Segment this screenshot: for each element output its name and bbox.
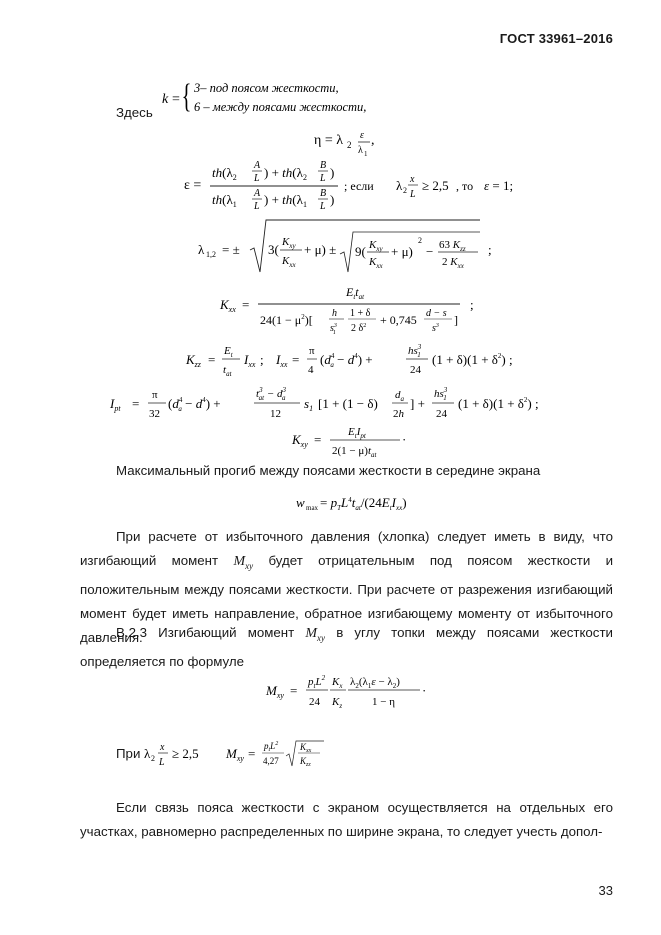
- svg-text:x: x: [410, 174, 415, 185]
- k-case-2: 6 – между поясами жесткости,: [194, 100, 367, 114]
- svg-text:Kz: $K_z$: [332, 696, 343, 710]
- page-number: 33: [598, 883, 613, 898]
- p3-part-b: в углу топки между поясами жесткости определяется по формуле: [80, 625, 613, 669]
- svg-text:[1 + (1 − δ): [1 + (1 − δ): [318, 396, 378, 411]
- svg-text:(1 + δ)(1 + δ2) ;: $(1 + \delta)(1 + \delta^2)$ ;: [432, 352, 513, 367]
- svg-text:≥ 2,5: ≥ 2,5: [172, 746, 199, 761]
- svg-text:1 + δ: 1 + δ: [350, 308, 371, 319]
- kzz-ixx-formula: [186, 340, 516, 384]
- kxx-formula: [220, 281, 480, 335]
- svg-text:{: {: [181, 77, 192, 116]
- svg-text:Kzz: $K_{zz}$: [300, 756, 311, 768]
- svg-text:λ: λ: [396, 178, 403, 193]
- svg-text:= ±: = ±: [222, 242, 240, 257]
- svg-text:λ: λ: [358, 145, 363, 156]
- when-label: При: [116, 746, 141, 761]
- svg-text:+ μ) ±: + μ) ±: [304, 242, 337, 257]
- moment-mxy-symbol-2: $M_{xy}$: [305, 626, 326, 643]
- svg-text:Ixx: $I_{xx}$: [244, 352, 256, 369]
- svg-text:2 δ2: 2 $\delta^2$: [351, 323, 367, 334]
- svg-text:·: ·: [402, 432, 407, 447]
- svg-text:s1: $s_1$: [304, 396, 314, 413]
- svg-text:π: π: [152, 389, 158, 401]
- kxy-formula: [292, 422, 422, 462]
- svg-text:) + th(λ2: ) + $th(\lambda_2$: [264, 165, 307, 182]
- svg-text:L: L: [254, 201, 260, 212]
- svg-text:s31: $s^3$ 1: [330, 323, 337, 336]
- svg-text:] +: ] +: [410, 396, 425, 411]
- svg-text:Kzz: $K_{zz}$: [186, 352, 201, 369]
- svg-text:B: B: [320, 188, 327, 199]
- svg-text:;: ;: [470, 297, 474, 312]
- svg-text:ε =: ε =: [184, 178, 202, 193]
- svg-text:=: =: [314, 432, 322, 447]
- svg-text:2: 2: [347, 140, 352, 150]
- svg-text:2h: 2h: [393, 408, 404, 420]
- svg-text:4,27: 4,27: [263, 756, 279, 766]
- svg-text:1 − η: 1 − η: [372, 696, 395, 708]
- svg-text:hs31: $hs^3$ 1: [434, 386, 448, 402]
- svg-text:2: 2: [151, 754, 155, 763]
- svg-text:k: k: [162, 92, 169, 107]
- p3-part-a: В.2.3 Изгибающий момент: [116, 625, 295, 640]
- svg-text:1: 1: [364, 150, 368, 158]
- svg-text:s3: $s^3$: [432, 323, 439, 334]
- svg-text:tat: $t_{at}$: [223, 364, 232, 378]
- svg-text:=: =: [292, 352, 300, 367]
- svg-text:=: =: [172, 92, 180, 107]
- svg-text:−: −: [426, 244, 434, 259]
- svg-text:Kxy: $K_{xy}$: [292, 432, 308, 449]
- svg-text:63 Kzz: 63 $K_{zz}$: [439, 239, 466, 253]
- svg-text:L: L: [159, 757, 165, 768]
- svg-text:λ2(λ1ε − λ2): $\lambda_2(\lambda_1\varepsilon - \lambda_2)$: [350, 676, 400, 690]
- svg-text:24: 24: [309, 696, 320, 708]
- eps-then-text: , то: [456, 179, 474, 193]
- svg-text:w: w: [296, 495, 305, 510]
- svg-text:ε = 1;: ε = 1;: [484, 178, 514, 193]
- svg-text:ptL2: $p_tL^2$: [264, 741, 279, 753]
- standard-header: ГОСТ 33961–2016: [499, 31, 613, 46]
- svg-text:24(1 − μ2)[: $24(1 - \mu^2)$[: [260, 313, 313, 327]
- wmax-formula: [296, 490, 436, 516]
- here-label: Здесь: [116, 105, 153, 120]
- svg-text:EtIpt: $E_tI_{pt}$: [348, 426, 366, 440]
- svg-text:ε: ε: [360, 130, 364, 141]
- svg-text:h: h: [332, 308, 337, 319]
- svg-text:Ettat: $E_tt_{at}$: [346, 285, 365, 301]
- moment-mxy-symbol: $M_{xy}$: [233, 554, 254, 571]
- mxy-formula: [266, 672, 436, 712]
- svg-text:A: A: [254, 160, 261, 171]
- svg-text:): ): [330, 165, 335, 180]
- svg-text:Kx: $K_x$: [332, 676, 343, 690]
- svg-text:·: ·: [422, 683, 427, 698]
- svg-text:≥ 2,5: ≥ 2,5: [422, 178, 449, 193]
- svg-text:L: L: [320, 201, 326, 212]
- svg-text:=: =: [290, 683, 298, 698]
- svg-text:,: ,: [371, 133, 375, 148]
- paragraph-max-deflection: Максимальный прогиб между поясами жесткости в середине экрана: [116, 463, 541, 478]
- svg-text:Et: $E_t$: [224, 345, 233, 359]
- svg-text:π: π: [309, 345, 315, 357]
- svg-text:Kxx: $K_{xx}$: [369, 256, 383, 270]
- p2-part-a: При расчете от избыточного давления (хлопка) следует иметь в виду, что изгибающий момент: [80, 529, 613, 568]
- lambda-formula: [198, 214, 498, 276]
- svg-text:Ipt: $I_{pt}$: [110, 396, 121, 413]
- svg-text:Ixx: $I_{xx}$: [276, 352, 288, 369]
- svg-text:2: 2: [418, 236, 422, 245]
- eps-if-text: ; если: [344, 179, 374, 193]
- svg-text:Kxx: $K_{xx}$: [282, 255, 296, 269]
- svg-text:;: ;: [260, 352, 264, 367]
- svg-text:=: =: [242, 297, 250, 312]
- svg-text:2(1 − μ)tat: $2(1 - \mu)t_{at}$: [332, 445, 377, 459]
- svg-text:A: A: [254, 188, 261, 199]
- k-definition-formula: [160, 76, 390, 118]
- svg-text:x: x: [160, 742, 165, 753]
- svg-text:=: =: [208, 352, 216, 367]
- svg-text:2 Kxx: 2 $K_{xx}$: [442, 256, 464, 270]
- svg-text:(1 + δ)(1 + δ2) ;: $(1 + \delta)(1 + \delta^2)$ ;: [458, 396, 539, 411]
- svg-text:λ: λ: [144, 746, 151, 761]
- svg-text:+ μ): + μ): [391, 244, 413, 259]
- svg-text:max: max: [306, 504, 319, 512]
- svg-text:L: L: [254, 173, 260, 184]
- svg-text:L: L: [410, 189, 416, 200]
- svg-text:2: 2: [403, 186, 407, 195]
- svg-text:): ): [330, 192, 335, 207]
- svg-text:d − s: d − s: [426, 308, 447, 319]
- paragraph-b23: [80, 621, 613, 674]
- svg-text:ptL2: $p_tL^2$: [308, 674, 326, 690]
- svg-text:λ: λ: [198, 242, 205, 257]
- svg-text:]: ]: [454, 313, 458, 327]
- paragraph-connection: [80, 796, 613, 844]
- svg-text:4: 4: [308, 364, 314, 376]
- svg-text:η = λ: η = λ: [314, 133, 344, 148]
- svg-text:th(λ2: $th(\lambda_2$: [212, 165, 237, 182]
- svg-text:Kxy: $K_{xy}$: [369, 239, 383, 253]
- epsilon-formula: [184, 157, 514, 213]
- svg-text:3(: 3(: [268, 242, 279, 257]
- svg-text:Mxy: $M_{xy}$: [226, 746, 244, 763]
- svg-text:da: $d_a$: [395, 389, 404, 403]
- ipt-formula: [110, 382, 560, 426]
- svg-text:Kxx: $K_{xx}$: [300, 742, 312, 754]
- svg-text:) + th(λ1: ) + $th(\lambda_1$: [264, 192, 307, 209]
- svg-text:9(: 9(: [355, 244, 366, 259]
- p2-part-b: будет отрицательным под поясом жесткости и положительным между поясами жесткости. При расчете от разрежения изгибающий момент будет иметь направление, обратное изгибающему моменту от избыточного давления.: [80, 553, 614, 645]
- svg-text:= pTL4tat/(24EtIxx): = $p_TL^4t_{at}/(24E_tI_{xx})$: [320, 495, 407, 512]
- svg-text:L: L: [320, 173, 326, 184]
- svg-text:24: 24: [436, 408, 447, 420]
- svg-text:=: =: [248, 746, 256, 761]
- svg-text:(d4a − d4) +: ($d^4$ $a - d^4$) +: [320, 352, 373, 369]
- svg-text:th(λ1: $th(\lambda_1$: [212, 192, 237, 209]
- svg-text:=: =: [132, 396, 140, 411]
- svg-text:12: 12: [270, 408, 281, 420]
- svg-text:Kxx: $K_{xx}$: [220, 297, 236, 314]
- svg-text:hs31: $hs^3$ 1: [408, 343, 422, 359]
- eta-formula: [314, 128, 404, 160]
- svg-text:32: 32: [149, 408, 160, 420]
- svg-text:Kxy: $K_{xy}$: [282, 236, 296, 250]
- svg-text:24: 24: [410, 364, 421, 376]
- svg-text:B: B: [320, 160, 327, 171]
- svg-text:;: ;: [488, 242, 492, 257]
- svg-text:1,2: 1,2: [206, 250, 216, 259]
- svg-text:t3at − d3a: $t^3$ at − $d^3$ a: [256, 386, 286, 402]
- svg-text:Mxy: $M_{xy}$: [266, 683, 284, 700]
- svg-text:+ 0,745: + 0,745: [380, 313, 417, 327]
- k-case-1: 3– под поясом жесткости,: [194, 81, 339, 95]
- svg-text:(d4a − d4) +: ($d^4$ $a - d^4$) +: [168, 396, 221, 413]
- condition-formula: [144, 736, 344, 772]
- p5-text: Если связь пояса жесткости с экраном осуществляется на отдельных его участках, равномерно распределенных по ширине экрана, то следует учесть допол-: [80, 800, 613, 839]
